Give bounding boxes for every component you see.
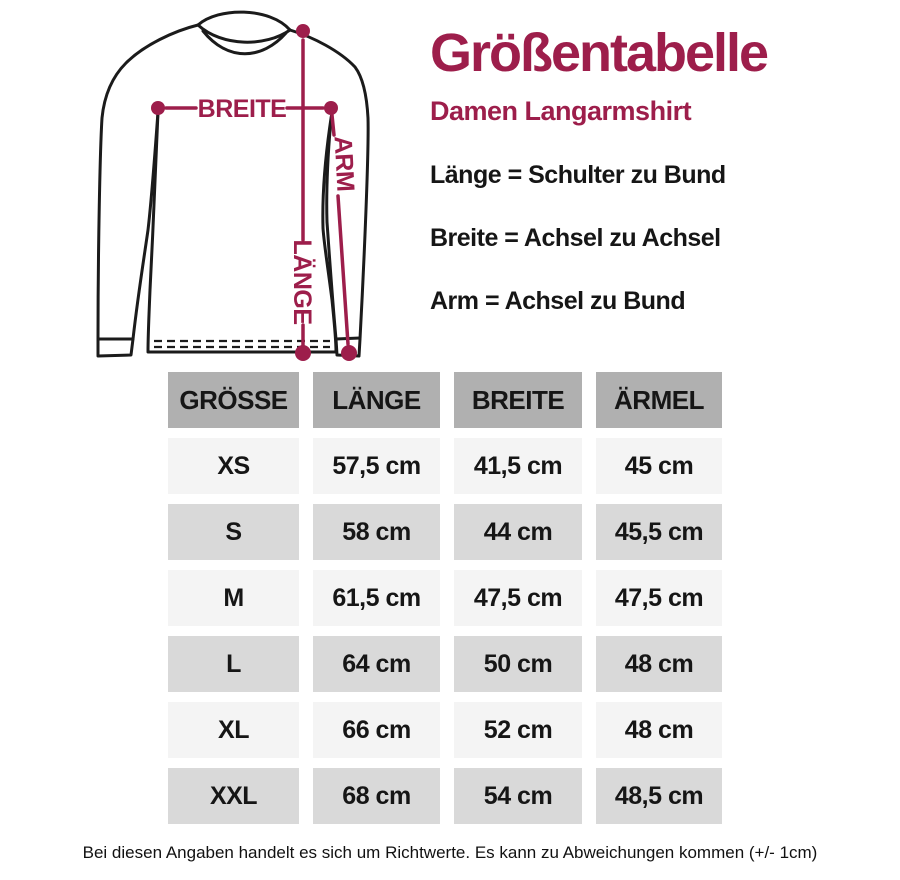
legend-laenge: Länge = Schulter zu Bund [430,161,726,189]
breite-cell: 54 cm [454,768,582,824]
size-cell: S [168,504,299,560]
laenge-label: LÄNGE [288,239,316,325]
laenge-cell: 66 cm [313,702,440,758]
aermel-cell: 47,5 cm [596,570,722,626]
aermel-cell: 45,5 cm [596,504,722,560]
laenge-cell: 68 cm [313,768,440,824]
legend-breite: Breite = Achsel zu Achsel [430,224,721,252]
aermel-cell: 48,5 cm [596,768,722,824]
arm-line [332,115,334,135]
measurement-dot-left-armpit [151,101,165,115]
footnote: Bei diesen Angaben handelt es sich um Richtwerte. Es kann zu Abweichungen kommen (+/- 1cm) [82,843,818,862]
shirt-diagram [70,0,415,370]
shirt-outline [98,12,368,356]
breite-cell: 52 cm [454,702,582,758]
column-header-breite: BREITE [454,372,582,428]
breite-cell: 47,5 cm [454,570,582,626]
laenge-cell: 58 cm [313,504,440,560]
aermel-cell: 45 cm [596,438,722,494]
laenge-cell: 57,5 cm [313,438,440,494]
column-header-laenge: LÄNGE [313,372,440,428]
breite-cell: 41,5 cm [454,438,582,494]
legend-arm: Arm = Achsel zu Bund [430,287,686,315]
size-cell: M [168,570,299,626]
size-cell: XS [168,438,299,494]
arm-line [338,196,348,344]
measurement-dot-shoulder [296,24,310,38]
measurement-dot-right-armpit [324,101,338,115]
size-cell: XL [168,702,299,758]
size-cell: XXL [168,768,299,824]
column-header-aermel: ÄRMEL [596,372,722,428]
column-header-groesse: GRÖSSE [168,372,299,428]
laenge-cell: 61,5 cm [313,570,440,626]
arm-label: ARM [328,135,360,192]
breite-cell: 50 cm [454,636,582,692]
breite-cell: 44 cm [454,504,582,560]
measurement-dot-hem-center [295,345,311,361]
laenge-cell: 64 cm [313,636,440,692]
size-table [168,372,722,824]
measurement-legend [430,160,726,316]
size-cell: L [168,636,299,692]
aermel-cell: 48 cm [596,636,722,692]
page-subtitle: Damen Langarmshirt [430,96,692,126]
aermel-cell: 48 cm [596,702,722,758]
longsleeve-shirt-illustration [70,0,415,370]
page-title: Größentabelle [430,23,768,83]
measurement-dot-hem-cuff [341,345,357,361]
breite-label: BREITE [197,95,287,123]
